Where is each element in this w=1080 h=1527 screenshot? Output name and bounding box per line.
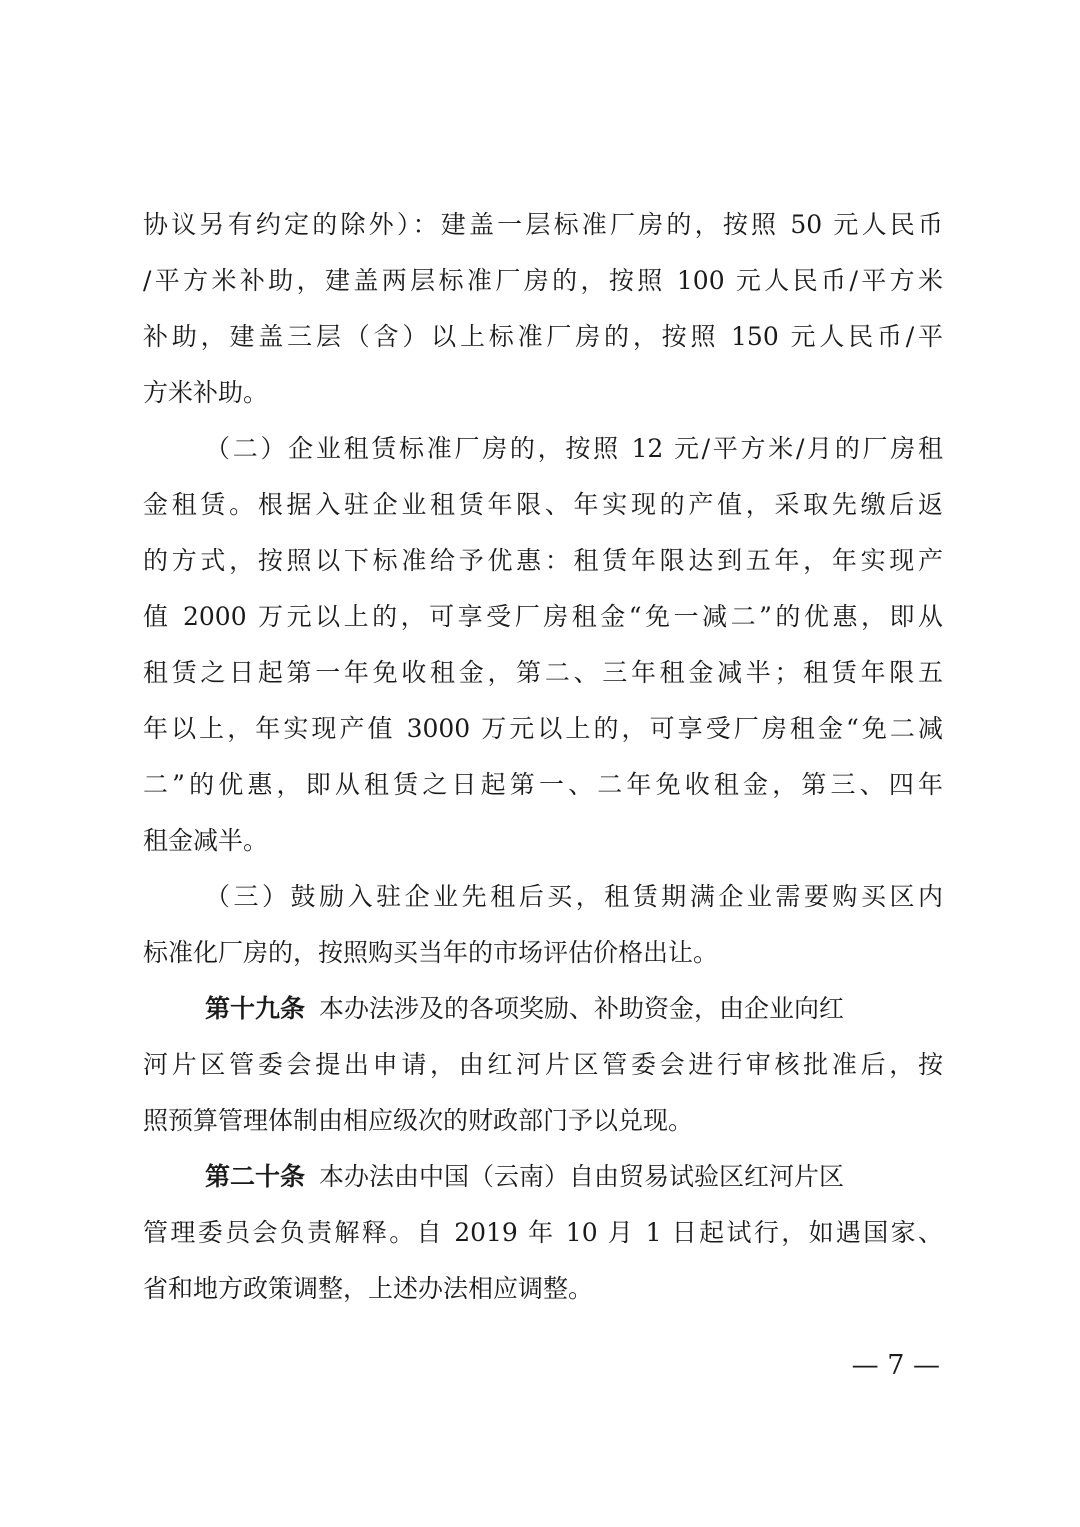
text-line: 方米补助。 xyxy=(143,378,269,407)
text-line: 年以上，年实现产值 3000 万元以上的，可享受厂房租金“免二减 xyxy=(143,714,943,743)
text-line: 二”的优惠，即从租赁之日起第一、二年免收租金，第三、四年 xyxy=(143,770,943,799)
article-20-title: 第二十条 xyxy=(205,1162,306,1191)
article-19-text: 本办法涉及的各项奖励、补助资金，由企业向红 xyxy=(319,994,845,1023)
text-line: （二）企业租赁标准厂房的，按照 12 元/平方米/月的厂房租 xyxy=(205,434,943,463)
text-line: 照预算管理体制由相应级次的财政部门予以兑现。 xyxy=(143,1106,694,1135)
text-line: 的方式，按照以下标准给予优惠：租赁年限达到五年，年实现产 xyxy=(143,546,943,575)
text-line: 租金减半。 xyxy=(143,826,269,855)
text-line: （三）鼓励入驻企业先租后买，租赁期满企业需要购买区内 xyxy=(205,882,943,911)
text-line: 金租赁。根据入驻企业租赁年限、年实现的产值，采取先缴后返 xyxy=(143,490,943,519)
text-line: 省和地方政策调整，上述办法相应调整。 xyxy=(143,1274,594,1303)
text-line: 管理委员会负责解释。自 2019 年 10 月 1 日起试行，如遇国家、 xyxy=(143,1218,943,1247)
page-number: — 7 — xyxy=(851,1350,940,1381)
text-line: 标准化厂房的，按照购买当年的市场评估价格出让。 xyxy=(143,938,719,967)
text-line: 补助，建盖三层（含）以上标准厂房的，按照 150 元人民币/平 xyxy=(143,322,943,351)
text-line: 协议另有约定的除外）：建盖一层标准厂房的，按照 50 元人民币 xyxy=(143,210,943,239)
text-line: 值 2000 万元以上的，可享受厂房租金“免一减二”的优惠，即从 xyxy=(143,602,943,631)
article-20-first-line xyxy=(205,1157,943,1197)
article-19-title: 第十九条 xyxy=(205,994,306,1023)
text-line: /平方米补助，建盖两层标准厂房的，按照 100 元人民币/平方米 xyxy=(143,266,943,295)
text-line: 租赁之日起第一年免收租金，第二、三年租金减半；租赁年限五 xyxy=(143,658,943,687)
article-19-first-line xyxy=(205,989,943,1029)
text-line: 河片区管委会提出申请，由红河片区管委会进行审核批准后，按 xyxy=(143,1050,943,1079)
article-20-text: 本办法由中国（云南）自由贸易试验区红河片区 xyxy=(319,1162,845,1191)
